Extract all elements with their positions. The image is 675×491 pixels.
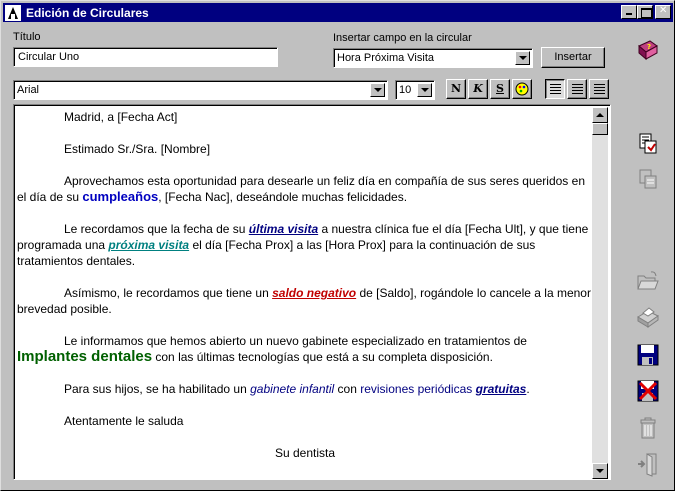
text-run: el día [Fecha Prox] a las [Hora Prox] para la continuación de sus tratamientos dentales. <box>17 238 536 268</box>
doc-line-closing: Atentamente le saluda <box>64 414 184 428</box>
print-icon <box>635 304 661 330</box>
field-cumpleanos: cumpleaños <box>82 189 159 204</box>
merge-disabled-icon <box>635 166 661 192</box>
text-revisiones: revisiones periódicas <box>360 382 473 396</box>
exit-button[interactable] <box>635 451 661 477</box>
font-select[interactable] <box>13 80 388 100</box>
chevron-down-icon[interactable] <box>417 83 432 97</box>
exit-door-icon <box>635 451 661 477</box>
print-button[interactable] <box>635 304 661 330</box>
title-bar[interactable] <box>3 3 673 22</box>
color-button[interactable] <box>512 79 532 99</box>
link-saldo-negativo[interactable]: saldo negativo <box>272 286 357 300</box>
italic-button[interactable]: K <box>468 79 488 99</box>
doc-paragraph-kids <box>17 381 593 397</box>
merge-print-icon <box>635 131 661 157</box>
font-size-value: 10 <box>399 84 412 96</box>
text-run: de [Saldo], rogándole lo cancele a la menor brevedad posible. <box>17 286 591 316</box>
minimize-button[interactable] <box>621 5 637 19</box>
palette-icon <box>513 80 531 98</box>
text-run: . <box>526 382 530 396</box>
chevron-down-icon[interactable] <box>370 83 385 97</box>
insertar-campo-value: Hora Próxima Visita <box>337 52 434 64</box>
text-run: Le informamos que hemos abierto un nuevo gabinete especializado en tratamientos de <box>64 334 527 348</box>
text-run: Aprovechamos esta oportunidad para desearle un feliz día en compañía de sus seres queridos en el día de su <box>17 174 585 204</box>
delete-button[interactable] <box>635 415 661 441</box>
close-button[interactable] <box>655 5 671 19</box>
text-implantes-dentales: Implantes dentales <box>17 348 153 365</box>
link-ultima-visita[interactable]: última visita <box>248 222 319 236</box>
text-run: a nuestra clínica fue el día [Fecha Ult], y que tiene programada una <box>17 222 589 252</box>
align-center-button[interactable] <box>567 79 587 99</box>
window-title: Edición de Circulares <box>26 5 149 20</box>
text-run: Asímismo, le recordamos que tiene un <box>64 286 273 300</box>
app-logo-icon <box>5 5 21 21</box>
merge-print-button[interactable] <box>635 131 661 157</box>
svg-text:?: ? <box>647 43 652 51</box>
scroll-down-button[interactable] <box>592 463 608 479</box>
bold-button[interactable]: N <box>446 79 466 99</box>
save-button[interactable] <box>635 342 661 368</box>
document-body[interactable] <box>17 109 593 477</box>
circular-editor[interactable] <box>13 104 611 480</box>
align-center-icon <box>572 84 583 94</box>
chevron-down-icon[interactable] <box>515 51 530 65</box>
text-run: con las últimas tecnologías que está a su completa disposición. <box>152 350 493 364</box>
scroll-thumb[interactable] <box>592 123 608 135</box>
font-size-select[interactable] <box>395 80 435 100</box>
doc-paragraph-birthday <box>17 173 593 205</box>
maximize-button[interactable] <box>637 5 653 19</box>
cancel-disk-icon <box>635 378 661 404</box>
link-gratuitas[interactable]: gratuitas <box>475 382 527 396</box>
underline-button[interactable]: S <box>490 79 510 99</box>
align-left-icon <box>550 84 561 94</box>
text-run: , [Fecha Nac], deseándole muchas felicidades. <box>158 190 408 204</box>
text-run: Para sus hijos, se ha habilitado un <box>64 382 251 396</box>
help-book-button[interactable] <box>635 37 661 63</box>
align-left-button[interactable] <box>545 79 565 99</box>
insertar-button[interactable]: Insertar <box>541 47 605 68</box>
doc-paragraph-implants <box>17 333 593 365</box>
align-right-icon <box>594 84 605 94</box>
doc-line-greeting: Estimado Sr./Sra. [Nombre] <box>64 142 211 156</box>
save-disk-icon <box>635 342 661 368</box>
merge-disabled-button[interactable] <box>635 166 661 192</box>
link-proxima-visita[interactable]: próxima visita <box>108 238 190 252</box>
insertar-campo-label: Insertar campo en la circular <box>333 32 472 44</box>
doc-paragraph-visits <box>17 221 593 269</box>
font-value: Arial <box>17 84 40 96</box>
text-gabinete-infantil: gabinete infantil <box>250 382 335 396</box>
vertical-scrollbar[interactable] <box>592 107 608 479</box>
doc-line-signature: Su dentista <box>274 446 336 460</box>
doc-paragraph-balance <box>17 285 593 317</box>
open-folder-button[interactable] <box>635 268 661 294</box>
align-right-button[interactable] <box>589 79 609 99</box>
trash-icon <box>635 415 661 441</box>
help-book-icon <box>635 37 661 63</box>
scroll-up-button[interactable] <box>592 107 608 123</box>
window-controls <box>621 5 671 19</box>
text-run: con <box>334 382 361 396</box>
doc-line-date: Madrid, a [Fecha Act] <box>64 110 178 124</box>
insertar-campo-select[interactable] <box>333 48 533 68</box>
open-folder-icon <box>635 268 661 294</box>
text-run: Le recordamos que la fecha de su <box>64 222 249 236</box>
titulo-input[interactable]: Circular Uno <box>13 47 278 67</box>
titulo-label: Título <box>13 31 41 43</box>
cancel-save-button[interactable] <box>635 378 661 404</box>
